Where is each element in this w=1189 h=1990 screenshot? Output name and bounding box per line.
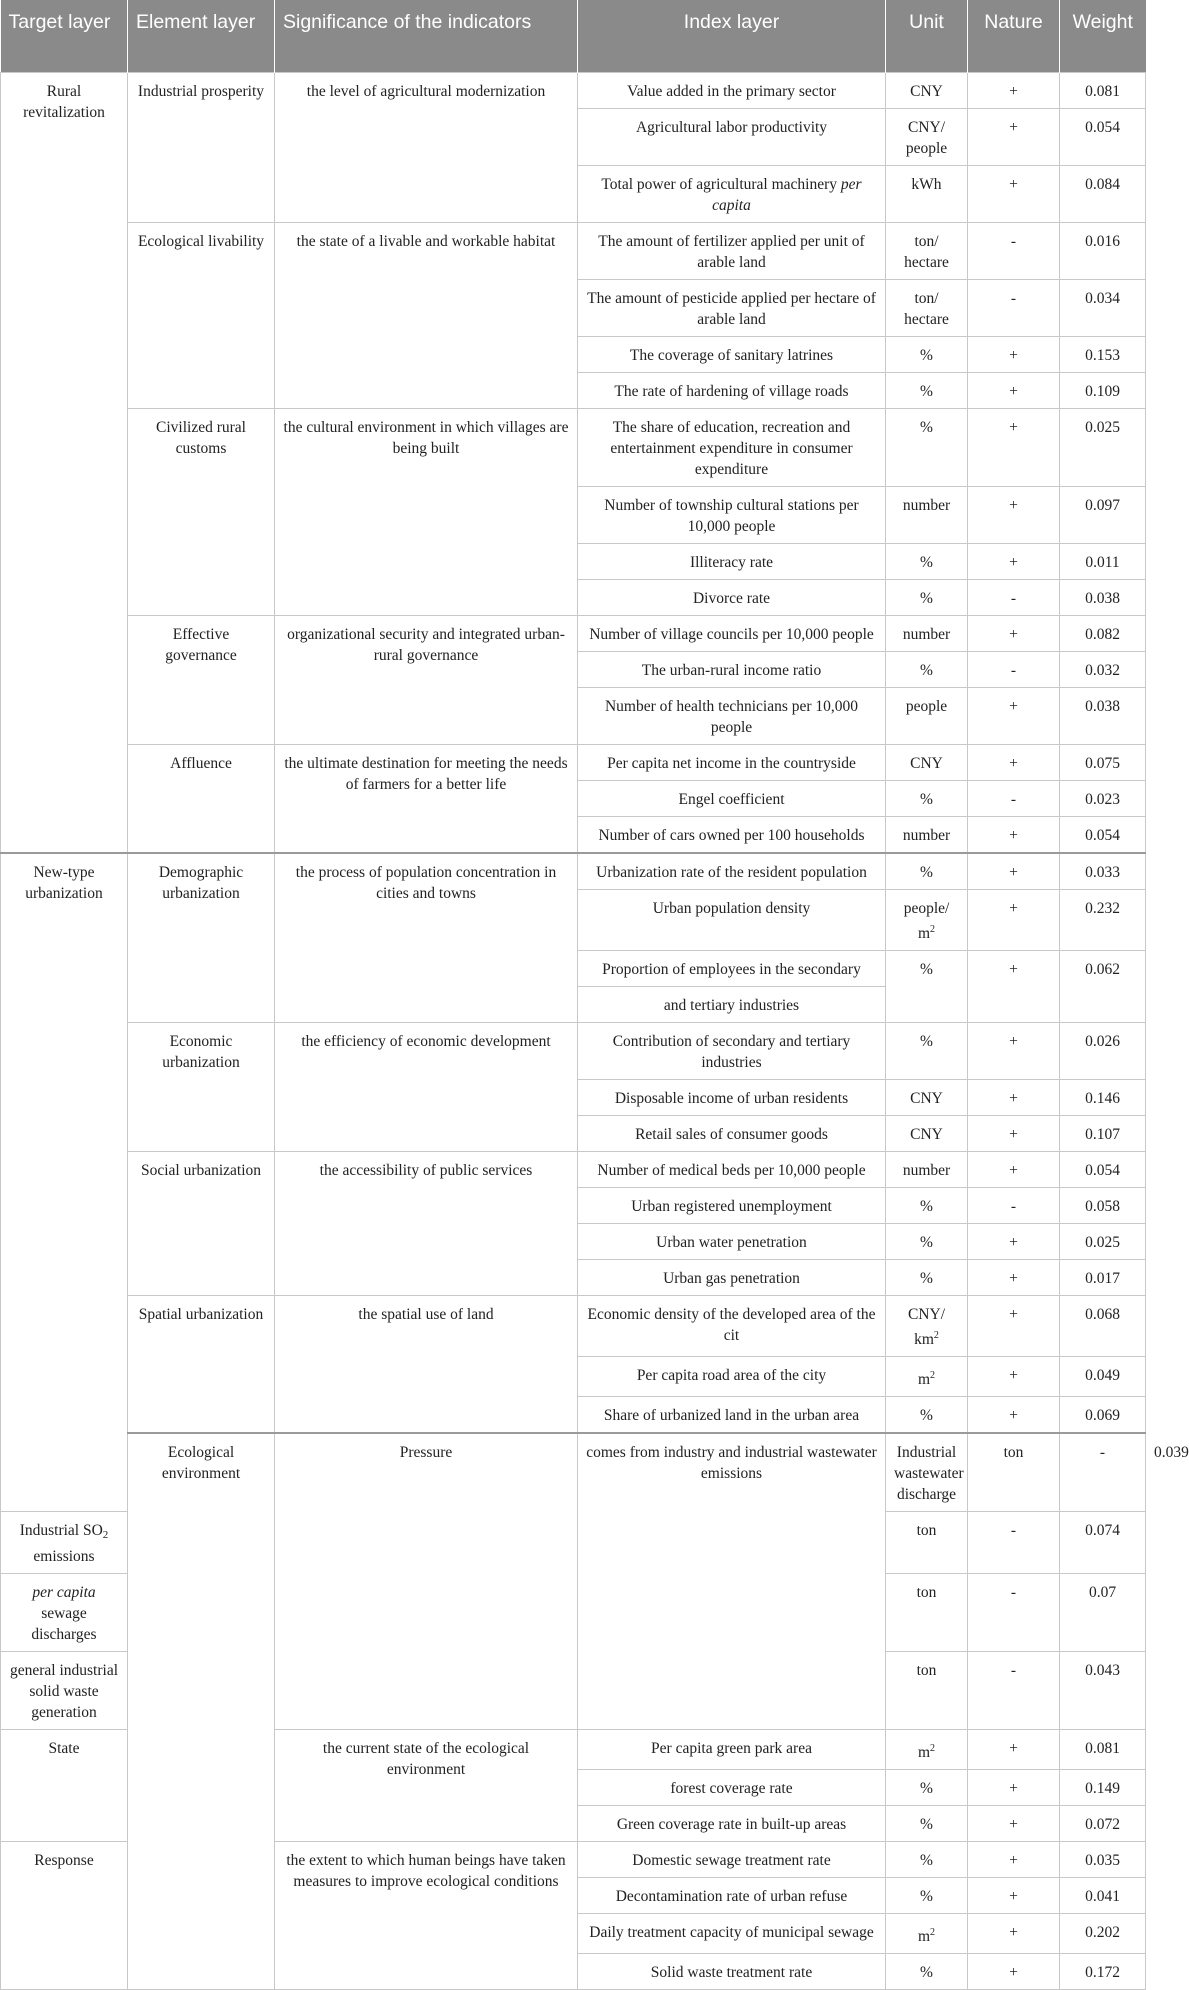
nature-cell: + <box>968 543 1060 579</box>
index-cell: The urban-rural income ratio <box>578 651 886 687</box>
significance-cell: the process of population concentration in cities and towns <box>275 853 578 1023</box>
table-row <box>1 222 1146 279</box>
unit-cell: CNY <box>886 744 968 780</box>
nature-cell: + <box>968 1115 1060 1151</box>
weight-cell: 0.084 <box>1060 165 1146 222</box>
weight-cell: 0.049 <box>1060 1356 1146 1396</box>
nature-cell: + <box>968 1877 1060 1913</box>
unit-cell: % <box>886 336 968 372</box>
unit-cell: % <box>886 372 968 408</box>
weight-cell: 0.062 <box>1060 950 1146 1022</box>
nature-cell: + <box>968 744 1060 780</box>
nature-cell: + <box>968 336 1060 372</box>
weight-cell: 0.038 <box>1060 687 1146 744</box>
index-cell: The rate of hardening of village roads <box>578 372 886 408</box>
unit-cell: ton <box>968 1433 1060 1512</box>
unit-cell: % <box>886 1396 968 1433</box>
element-response: Response <box>1 1841 128 1989</box>
unit-text: m <box>917 1927 931 1945</box>
weight-cell: 0.017 <box>1060 1259 1146 1295</box>
element-economic-urbanization: Economic urbanization <box>128 1022 275 1151</box>
significance-cell: the state of a livable and workable habitat <box>275 222 578 408</box>
significance-cell: the cultural environment in which villages are being built <box>275 408 578 615</box>
table-row <box>1 72 1146 108</box>
unit-cell: CNY <box>886 72 968 108</box>
unit-cell: % <box>886 950 968 1022</box>
index-cell: Urban gas penetration <box>578 1259 886 1295</box>
weight-cell: 0.038 <box>1060 579 1146 615</box>
index-cell: Urban population density <box>578 889 886 950</box>
weight-cell: 0.016 <box>1060 222 1146 279</box>
weight-cell: 0.07 <box>1060 1573 1146 1651</box>
nature-cell: + <box>968 1022 1060 1079</box>
header-significance: Significance of the indicators <box>275 0 578 72</box>
nature-cell: - <box>968 279 1060 336</box>
index-text: sewage discharges <box>31 1604 97 1643</box>
unit-cell: % <box>886 408 968 486</box>
unit-cell: % <box>886 1841 968 1877</box>
unit-cell: % <box>886 1953 968 1989</box>
index-cell: Urbanization rate of the resident population <box>578 853 886 890</box>
nature-cell: + <box>968 615 1060 651</box>
index-cell: Contribution of secondary and tertiary industries <box>578 1022 886 1079</box>
weight-cell: 0.232 <box>1060 889 1146 950</box>
table-row <box>1 408 1146 486</box>
nature-cell: + <box>968 1913 1060 1953</box>
unit-cell: % <box>886 1877 968 1913</box>
weight-cell: 0.054 <box>1060 1151 1146 1187</box>
weight-cell: 0.081 <box>1060 1729 1146 1769</box>
index-cell: Number of cars owned per 100 households <box>578 816 886 853</box>
index-cell: The amount of fertilizer applied per unit of arable land <box>578 222 886 279</box>
table-row <box>1 1295 1146 1356</box>
nature-cell: + <box>968 108 1060 165</box>
weight-cell: 0.075 <box>1060 744 1146 780</box>
table-row: Ecological environment Pressure comes from industry and industrial wastewater emissions Industrial wastewater discharge ton - 0.039 <box>1 1433 1146 1512</box>
significance-cell: the ultimate destination for meeting the needs of farmers for a better life <box>275 744 578 853</box>
nature-cell: + <box>968 1223 1060 1259</box>
index-cell: Proportion of employees in the secondary <box>578 950 886 986</box>
unit-cell: ton <box>886 1651 968 1729</box>
index-text: Industrial SO <box>19 1521 103 1539</box>
header-weight: Weight <box>1060 0 1146 72</box>
weight-cell: 0.072 <box>1060 1805 1146 1841</box>
unit-cell: people <box>886 687 968 744</box>
table-row <box>1 744 1146 780</box>
nature-cell: - <box>968 222 1060 279</box>
element-effective-governance: Effective governance <box>128 615 275 744</box>
weight-cell: 0.107 <box>1060 1115 1146 1151</box>
nature-cell: + <box>968 1259 1060 1295</box>
weight-cell: 0.109 <box>1060 372 1146 408</box>
nature-cell: + <box>968 372 1060 408</box>
unit-superscript: 2 <box>933 1329 939 1341</box>
weight-cell: 0.081 <box>1060 72 1146 108</box>
index-subscript: 2 <box>102 1528 109 1541</box>
index-cell: Divorce rate <box>578 579 886 615</box>
index-cell: Disposable income of urban residents <box>578 1079 886 1115</box>
unit-cell: % <box>886 1805 968 1841</box>
unit-text: m <box>917 1743 931 1761</box>
table-row <box>1 1022 1146 1079</box>
target-rural-revitalization: Rural revitalization <box>1 72 128 853</box>
unit-superscript: 2 <box>930 1369 936 1381</box>
index-cell: Share of urbanized land in the urban area <box>578 1396 886 1433</box>
unit-cell <box>886 1356 968 1396</box>
element-demographic-urbanization: Demographic urbanization <box>128 853 275 1023</box>
nature-cell: + <box>968 853 1060 890</box>
unit-cell: ton <box>886 1573 968 1651</box>
weight-cell: 0.074 <box>1060 1511 1146 1573</box>
index-italic-text: per capita <box>32 1583 96 1601</box>
nature-cell: + <box>968 408 1060 486</box>
element-ecological-livability: Ecological livability <box>128 222 275 408</box>
weight-cell: 0.082 <box>1060 615 1146 651</box>
significance-cell: comes from industry and industrial wastewater emissions <box>578 1433 886 1730</box>
nature-cell: - <box>968 1573 1060 1651</box>
unit-superscript: 2 <box>930 923 936 935</box>
nature-cell: + <box>968 816 1060 853</box>
unit-cell: CNY/ people <box>886 108 968 165</box>
nature-cell: + <box>968 687 1060 744</box>
index-text: Total power of agricultural machinery <box>601 175 838 193</box>
weight-cell: 0.023 <box>1060 780 1146 816</box>
unit-cell: number <box>886 615 968 651</box>
nature-cell: + <box>968 1769 1060 1805</box>
index-cell: Number of village councils per 10,000 people <box>578 615 886 651</box>
table-row <box>1 1151 1146 1187</box>
weight-cell: 0.026 <box>1060 1022 1146 1079</box>
index-cell: general industrial solid waste generation <box>1 1651 128 1729</box>
unit-cell: ton <box>886 1511 968 1573</box>
index-cell <box>1 1573 128 1651</box>
index-cell: Per capita road area of the city <box>578 1356 886 1396</box>
element-industrial-prosperity: Industrial prosperity <box>128 72 275 222</box>
unit-cell: number <box>886 486 968 543</box>
index-cell: Per capita net income in the countryside <box>578 744 886 780</box>
index-cell: Urban water penetration <box>578 1223 886 1259</box>
weight-cell: 0.149 <box>1060 1769 1146 1805</box>
unit-cell: % <box>886 780 968 816</box>
index-cell: Number of township cultural stations per 10,000 people <box>578 486 886 543</box>
unit-cell: % <box>886 579 968 615</box>
header-target-layer: Target layer <box>1 0 128 72</box>
element-spatial-urbanization: Spatial urbanization <box>128 1295 275 1433</box>
significance-cell: the extent to which human beings have taken measures to improve ecological conditions <box>275 1841 578 1989</box>
nature-cell: + <box>968 1805 1060 1841</box>
index-cell: Economic density of the developed area of the cit <box>578 1295 886 1356</box>
unit-cell <box>886 1913 968 1953</box>
weight-cell: 0.058 <box>1060 1187 1146 1223</box>
nature-cell: + <box>968 1841 1060 1877</box>
nature-cell: + <box>968 486 1060 543</box>
unit-cell: number <box>886 1151 968 1187</box>
significance-cell: organizational security and integrated urban-rural governance <box>275 615 578 744</box>
nature-cell: + <box>968 1295 1060 1356</box>
weight-cell: 0.041 <box>1060 1877 1146 1913</box>
weight-cell: 0.025 <box>1060 1223 1146 1259</box>
weight-cell: 0.146 <box>1060 1079 1146 1115</box>
unit-cell: % <box>886 1769 968 1805</box>
index-cell: Daily treatment capacity of municipal sewage <box>578 1913 886 1953</box>
index-cell: Number of medical beds per 10,000 people <box>578 1151 886 1187</box>
unit-superscript: 2 <box>930 1742 936 1754</box>
index-cell: Urban registered unemployment <box>578 1187 886 1223</box>
index-cell: forest coverage rate <box>578 1769 886 1805</box>
nature-cell: + <box>968 1079 1060 1115</box>
unit-text: people/ m <box>903 899 950 942</box>
element-state: State <box>1 1729 128 1841</box>
unit-cell: % <box>886 651 968 687</box>
unit-cell: CNY <box>886 1115 968 1151</box>
index-cell: Agricultural labor productivity <box>578 108 886 165</box>
unit-cell: ton/ hectare <box>886 222 968 279</box>
significance-cell: the spatial use of land <box>275 1295 578 1433</box>
header-row <box>1 0 1146 72</box>
weight-cell: 0.011 <box>1060 543 1146 579</box>
index-italic-text: per capita <box>712 175 862 214</box>
weight-cell: 0.068 <box>1060 1295 1146 1356</box>
nature-cell: - <box>968 1187 1060 1223</box>
unit-cell: number <box>886 816 968 853</box>
index-cell: The coverage of sanitary latrines <box>578 336 886 372</box>
element-pressure: Pressure <box>275 1433 578 1730</box>
index-cell: The share of education, recreation and entertainment expenditure in consumer expenditure <box>578 408 886 486</box>
unit-cell: % <box>886 1187 968 1223</box>
weight-cell: 0.033 <box>1060 853 1146 890</box>
unit-cell: % <box>886 543 968 579</box>
index-cell: Value added in the primary sector <box>578 72 886 108</box>
nature-cell: + <box>968 1396 1060 1433</box>
nature-cell: - <box>1060 1433 1146 1512</box>
unit-superscript: 2 <box>930 1926 936 1938</box>
weight-cell: 0.172 <box>1060 1953 1146 1989</box>
index-cell: Green coverage rate in built-up areas <box>578 1805 886 1841</box>
unit-cell: ton/ hectare <box>886 279 968 336</box>
index-cell: Retail sales of consumer goods <box>578 1115 886 1151</box>
nature-cell: - <box>968 1651 1060 1729</box>
nature-cell: + <box>968 72 1060 108</box>
weight-cell: 0.054 <box>1060 108 1146 165</box>
element-social-urbanization: Social urbanization <box>128 1151 275 1295</box>
weight-cell: 0.025 <box>1060 408 1146 486</box>
target-ecological-environment: Ecological environment <box>128 1433 275 1990</box>
unit-cell: % <box>886 1223 968 1259</box>
weight-cell: 0.054 <box>1060 816 1146 853</box>
index-cell: Engel coefficient <box>578 780 886 816</box>
unit-cell: kWh <box>886 165 968 222</box>
weight-cell: 0.034 <box>1060 279 1146 336</box>
significance-cell: the current state of the ecological environment <box>275 1729 578 1841</box>
header-unit: Unit <box>886 0 968 72</box>
element-affluence: Affluence <box>128 744 275 853</box>
index-cell: Number of health technicians per 10,000 people <box>578 687 886 744</box>
unit-cell: % <box>886 1022 968 1079</box>
index-cell: Illiteracy rate <box>578 543 886 579</box>
unit-cell: % <box>886 853 968 890</box>
element-civilized-rural-customs: Civilized rural customs <box>128 408 275 615</box>
target-new-type-urbanization: New-type urbanization <box>1 853 128 1512</box>
table-row <box>1 853 1146 890</box>
unit-text: CNY/ km <box>907 1305 946 1348</box>
index-cell: Per capita green park area <box>578 1729 886 1769</box>
significance-cell: the level of agricultural modernization <box>275 72 578 222</box>
index-cell: Domestic sewage treatment rate <box>578 1841 886 1877</box>
nature-cell: + <box>968 165 1060 222</box>
index-cell: Decontamination rate of urban refuse <box>578 1877 886 1913</box>
index-text: emissions <box>33 1547 95 1565</box>
nature-cell: + <box>968 950 1060 1022</box>
index-cell: and tertiary industries <box>578 986 886 1022</box>
index-cell <box>1 1511 128 1573</box>
weight-cell: 0.202 <box>1060 1913 1146 1953</box>
table-row <box>1 615 1146 651</box>
nature-cell: + <box>968 1151 1060 1187</box>
header-element-layer: Element layer <box>128 0 275 72</box>
nature-cell: - <box>968 780 1060 816</box>
header-nature: Nature <box>968 0 1060 72</box>
unit-cell: % <box>886 1259 968 1295</box>
weight-cell: 0.069 <box>1060 1396 1146 1433</box>
header-index-layer: Index layer <box>578 0 886 72</box>
unit-cell <box>886 889 968 950</box>
index-cell: The amount of pesticide applied per hectare of arable land <box>578 279 886 336</box>
nature-cell: - <box>968 651 1060 687</box>
nature-cell: + <box>968 889 1060 950</box>
weight-cell: 0.032 <box>1060 651 1146 687</box>
index-cell <box>578 165 886 222</box>
weight-cell: 0.035 <box>1060 1841 1146 1877</box>
index-cell: Solid waste treatment rate <box>578 1953 886 1989</box>
nature-cell: - <box>968 1511 1060 1573</box>
nature-cell: + <box>968 1356 1060 1396</box>
unit-cell <box>886 1729 968 1769</box>
significance-cell: the efficiency of economic development <box>275 1022 578 1151</box>
unit-text: m <box>917 1370 931 1388</box>
nature-cell: - <box>968 579 1060 615</box>
weight-cell: 0.153 <box>1060 336 1146 372</box>
weight-cell: 0.097 <box>1060 486 1146 543</box>
unit-cell <box>886 1295 968 1356</box>
index-cell: Industrial wastewater discharge <box>886 1433 968 1512</box>
nature-cell: + <box>968 1729 1060 1769</box>
significance-cell: the accessibility of public services <box>275 1151 578 1295</box>
unit-cell: CNY <box>886 1079 968 1115</box>
nature-cell: + <box>968 1953 1060 1989</box>
weight-cell: 0.043 <box>1060 1651 1146 1729</box>
